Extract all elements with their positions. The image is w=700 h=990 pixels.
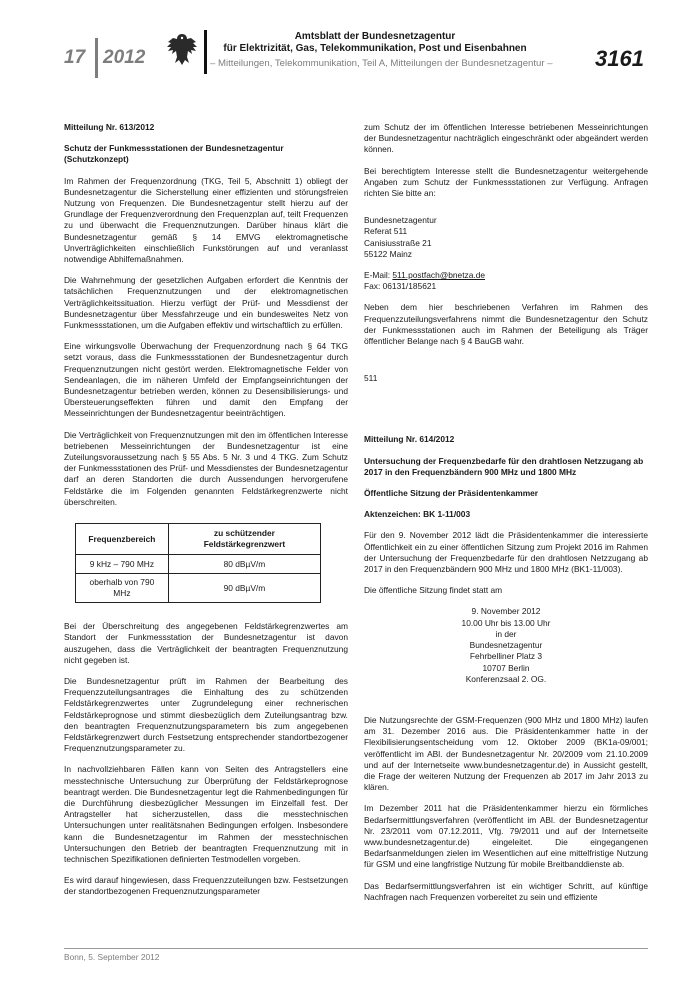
address-line: Bundesnetzagentur (364, 215, 437, 226)
header-divider (204, 30, 207, 74)
table-cell: 9 kHz – 790 MHz (76, 555, 169, 574)
address-line: Referat 511 (364, 226, 408, 237)
notice-subheading: Untersuchung der Frequenzbedarfe für den drahtlosen Netzzugang ab 2017 in den Frequenzbändern 900 MHz und 1800 MHz (364, 455, 644, 477)
notice-subheading: Öffentliche Sitzung der Präsidentenkammer (364, 488, 539, 499)
right-column (364, 122, 648, 913)
publication-title-line1: Amtsblatt der Bundesnetzagentur (294, 31, 456, 42)
paragraph: Das Bedarfsermittlungsverfahren ist ein wichtiger Schritt, auf künftige Nachfragen nach Frequenzen vorbereitet zu sein und effiziente (364, 880, 648, 902)
meeting-room: Konferenzsaal 2. OG. (465, 673, 547, 684)
paragraph: Die Wahrnehmung der gesetzlichen Aufgaben erfordert die Kenntnis der tatsächlichen Frequenznutzungen und der elektromagnetischen Verträglichkeitssituation. Hierzu verfügt der Prüf- und Messdienst der Bundesnetzagentur über Messfahrzeuge und ein bundesweites Netz von Funkmessstationen, um die Aufgaben effektiv und wirtschaftlich zu erfüllen. (64, 275, 348, 331)
federal-eagle-icon (165, 30, 199, 68)
paragraph: Für den 9. November 2012 lädt die Präsidentenkammer die interessierte Öffentlichkeit ein zu einer öffentlichen Sitzung zum Projekt 2016 im Rahmen der Untersuchung der Frequenzbedarfe für den drahtlosen Netzzugang ab 2017 in den Frequenzbändern 900 MHz und 1800 MHz (BK1-11/003). (364, 530, 648, 575)
paragraph: Bei berechtigtem Interesse stellt die Bundesnetzagentur weitergehende Angaben zum Schutz der Funkmessstationen zur Verfügung. Anfragen richten Sie bitte an: (364, 165, 648, 199)
table-header-cell: Frequenzbereich (76, 524, 169, 555)
publication-title (210, 31, 540, 55)
notice-heading: Mitteilung Nr. 613/2012 (64, 122, 155, 132)
table-header-row (76, 524, 321, 555)
contact-details (364, 270, 648, 292)
table-row (76, 574, 321, 603)
section-title: – Mitteilungen, Telekommunikation, Teil A, Mitteilungen der Bundesnetzagentur – (210, 58, 553, 69)
paragraph: zum Schutz der im öffentlichen Interesse betriebenen Messeinrichtungen der Bundesnetzagentur nachträglich eingeschränkt oder abgeändert werden können. (364, 122, 648, 155)
address-line: Canisiusstraße 21 (364, 237, 432, 248)
field-strength-table (75, 523, 321, 603)
meeting-street: Fehrbelliner Platz 3 (469, 651, 543, 662)
paragraph: Es wird darauf hingewiesen, dass Frequenzzuteilungen bzw. Festsetzungen der standortbezogenen Frequenznutzungsparameter (64, 875, 348, 897)
email-link[interactable]: 511.postfach@bnetza.de (392, 270, 486, 281)
meeting-city: 10707 Berlin (482, 662, 530, 673)
reference-code: 511 (364, 373, 378, 384)
left-column (64, 122, 348, 908)
paragraph: Bei der Überschreitung des angegebenen Feldstärkegrenzwertes am Standort der Funkmessstation der Bundesnetzagentur ist davon auszugehen, dass die Verträglichkeit der beantragten Frequenznutzung nicht gegeben ist. (64, 621, 348, 665)
file-reference: Aktenzeichen: BK 1-11/003 (364, 509, 471, 520)
paragraph: Die Bundesnetzagentur prüft im Rahmen der Bearbeitung des Frequenzzuteilungsantrages die Einhaltung des zu schützenden Feldstärkegrenzwertes unter Zugrundelegung einer rechnerischen Feldstärkeprognose und stimmt diesbezüglich dem Zuteilungsantrag bzw. den beantragten Frequenznutzungsparametern bis zum angegebenen Feldstärkegrenzwert durch Festsetzung entsprechender standortbezogener Frequenznutzungsparameter zu. (64, 675, 348, 754)
footer-divider (64, 948, 648, 949)
issue-year: 2012 (103, 47, 146, 68)
table-header-cell: zu schützender Feldstärkegrenzwert (168, 524, 320, 555)
meeting-org: Bundesnetzagentur (469, 640, 543, 651)
paragraph: Die Nutzungsrechte der GSM-Frequenzen (900 MHz und 1800 MHz) laufen am 31. Dezember 2016 aus. Die Präsidentenkammer hatte in der Flexibilisierungsentscheidung vom 12. Oktober 2009 (BK1a-09/001; veröffentlicht im ABl. der Bundesnetzagentur Nr. 20/2009 vom 21.10.2009 und auf der Internetseite www.bundesnetzagentur.de) in Aussicht gestellt, die Frage der weiteren Nutzung der Frequenzen ab 2017 im Jahr 2013 zu klären. (364, 714, 648, 793)
meeting-line: in der (495, 628, 517, 639)
issue-number: 17 (64, 47, 86, 68)
contact-address (364, 215, 648, 260)
publication-title-line2: für Elektrizität, Gas, Telekommunikation, Post und Eisenbahnen (223, 43, 527, 54)
paragraph: Die Verträglichkeit von Frequenznutzungen mit den im öffentlichen Interesse betriebenen Messeinrichtungen der Bundesnetzagentur ist eine Zuteilungsvoraussetzung nach § 55 Abs. 5 Nr. 3 und 4 TKG. Zum Schutz der Funkmessstationen des Prüf- und Messdienstes der Bundesnetzagentur darf an deren Standorten die durch Aussendungen hervorgerufene Feldstärke die im Folgenden genannten Feldstärkegrenzwerte nicht überschreiten. (64, 429, 348, 507)
paragraph: Im Rahmen der Frequenzordnung (TKG, Teil 5, Abschnitt 1) obliegt der Bundesnetzagentur die Sicherstellung einer effizienten und störungsfreien Nutzung von Frequenzen. Die Bundesnetzagentur stellt hierzu auf der Grundlage der Frequenzverordnung den Frequenzplan auf, teilt Frequenzen zu und überwacht die Frequenznutzungen. Darüber hinaus klärt die Bundesnetzagentur gemäß § 14 EMVG elektromagnetische Unverträglichkeiten einschließlich Funkstörungen auf und veranlasst notwendige Abhilfemaßnahmen. (64, 175, 348, 265)
address-line: 55122 Mainz (364, 248, 412, 259)
meeting-date: 9. November 2012 (471, 606, 541, 617)
meeting-details (364, 606, 648, 684)
paragraph: Neben dem hier beschriebenen Verfahren im Rahmen des Frequenzzuteilungsverfahrens nimmt die Bundesnetzagentur den Schutz der Funkmessstationen auch im Rahmen der Beteiligung als Träger öffentlicher Belange nach § 4 BauGB wahr. (364, 302, 648, 347)
paragraph: In nachvollziehbaren Fällen kann von Seiten des Antragstellers eine messtechnische Untersuchung zur Überprüfung der Feldstärkeprognose beantragt werden. Die Bundesnetzagentur legt die Rahmenbedingungen für die Durchführung diesbezüglicher Messungen im Einzelfall fest. Der Antragsteller hat sicherzustellen, dass die messtechnischen Untersuchungen unter realitätsnahen Bedingungen erfolgen. Insbesondere kann die Bundesnetzagentur im Rahmen der messtechnischen Untersuchungen den Betrieb der beantragten Frequenznutzung mit in technischen Spezifikationen definierten Testmodellen vorgeben. (64, 764, 348, 864)
page-number: 3161 (595, 46, 644, 71)
page-header (0, 0, 700, 90)
table-cell: oberhalb von 790 MHz (76, 574, 169, 603)
paragraph: Die öffentliche Sitzung findet statt am (364, 585, 503, 596)
table-row (76, 555, 321, 574)
paragraph: Im Dezember 2011 hat die Präsidentenkammer hierzu ein förmliches Bedarfsermittlungsverfahren (veröffentlicht im ABl. der Bundesnetzagentur Nr. 23/2011 vom 07.12.2011, Vfg. 79/2011 und auf der Internetseite www.bundesnetzagentur.de) eingeleitet. Die eingegangenen Bedarfsanmeldungen zielen im Wesentlichen auf eine mittelfristige Nutzung für GSM und eine langfristige Nutzung für mobile Breitbanddienste ab. (364, 803, 648, 870)
issue-divider (95, 38, 98, 78)
fax-number: Fax: 06131/185621 (364, 281, 437, 292)
notice-heading: Mitteilung Nr. 614/2012 (364, 434, 455, 445)
table-cell: 90 dBµV/m (168, 574, 320, 603)
paragraph: Eine wirkungsvolle Überwachung der Frequenzordnung nach § 64 TKG setzt voraus, dass die Funkmessstationen der Bundesnetzagentur durch Frequenznutzungen nicht gestört werden. Elektromagnetische Felder von Sendeanlagen, die im näheren Umfeld der Empfangseinrichtungen der Bundesnetzagentur betrieben werden, können zu Desensibilisierungs- und Übersteuerungseffekten führen und damit den Empfang der Messeinrichtungen der Bundesnetzagentur beeinträchtigen. (64, 341, 348, 419)
table-cell: 80 dBµV/m (168, 555, 320, 574)
email-label: E-Mail: (364, 270, 393, 281)
meeting-time: 10.00 Uhr bis 13.00 Uhr (461, 617, 551, 628)
footer-place-date: Bonn, 5. September 2012 (64, 952, 160, 962)
notice-subheading: Schutz der Funkmessstationen der Bundesnetzagentur (Schutzkonzept) (64, 143, 284, 165)
